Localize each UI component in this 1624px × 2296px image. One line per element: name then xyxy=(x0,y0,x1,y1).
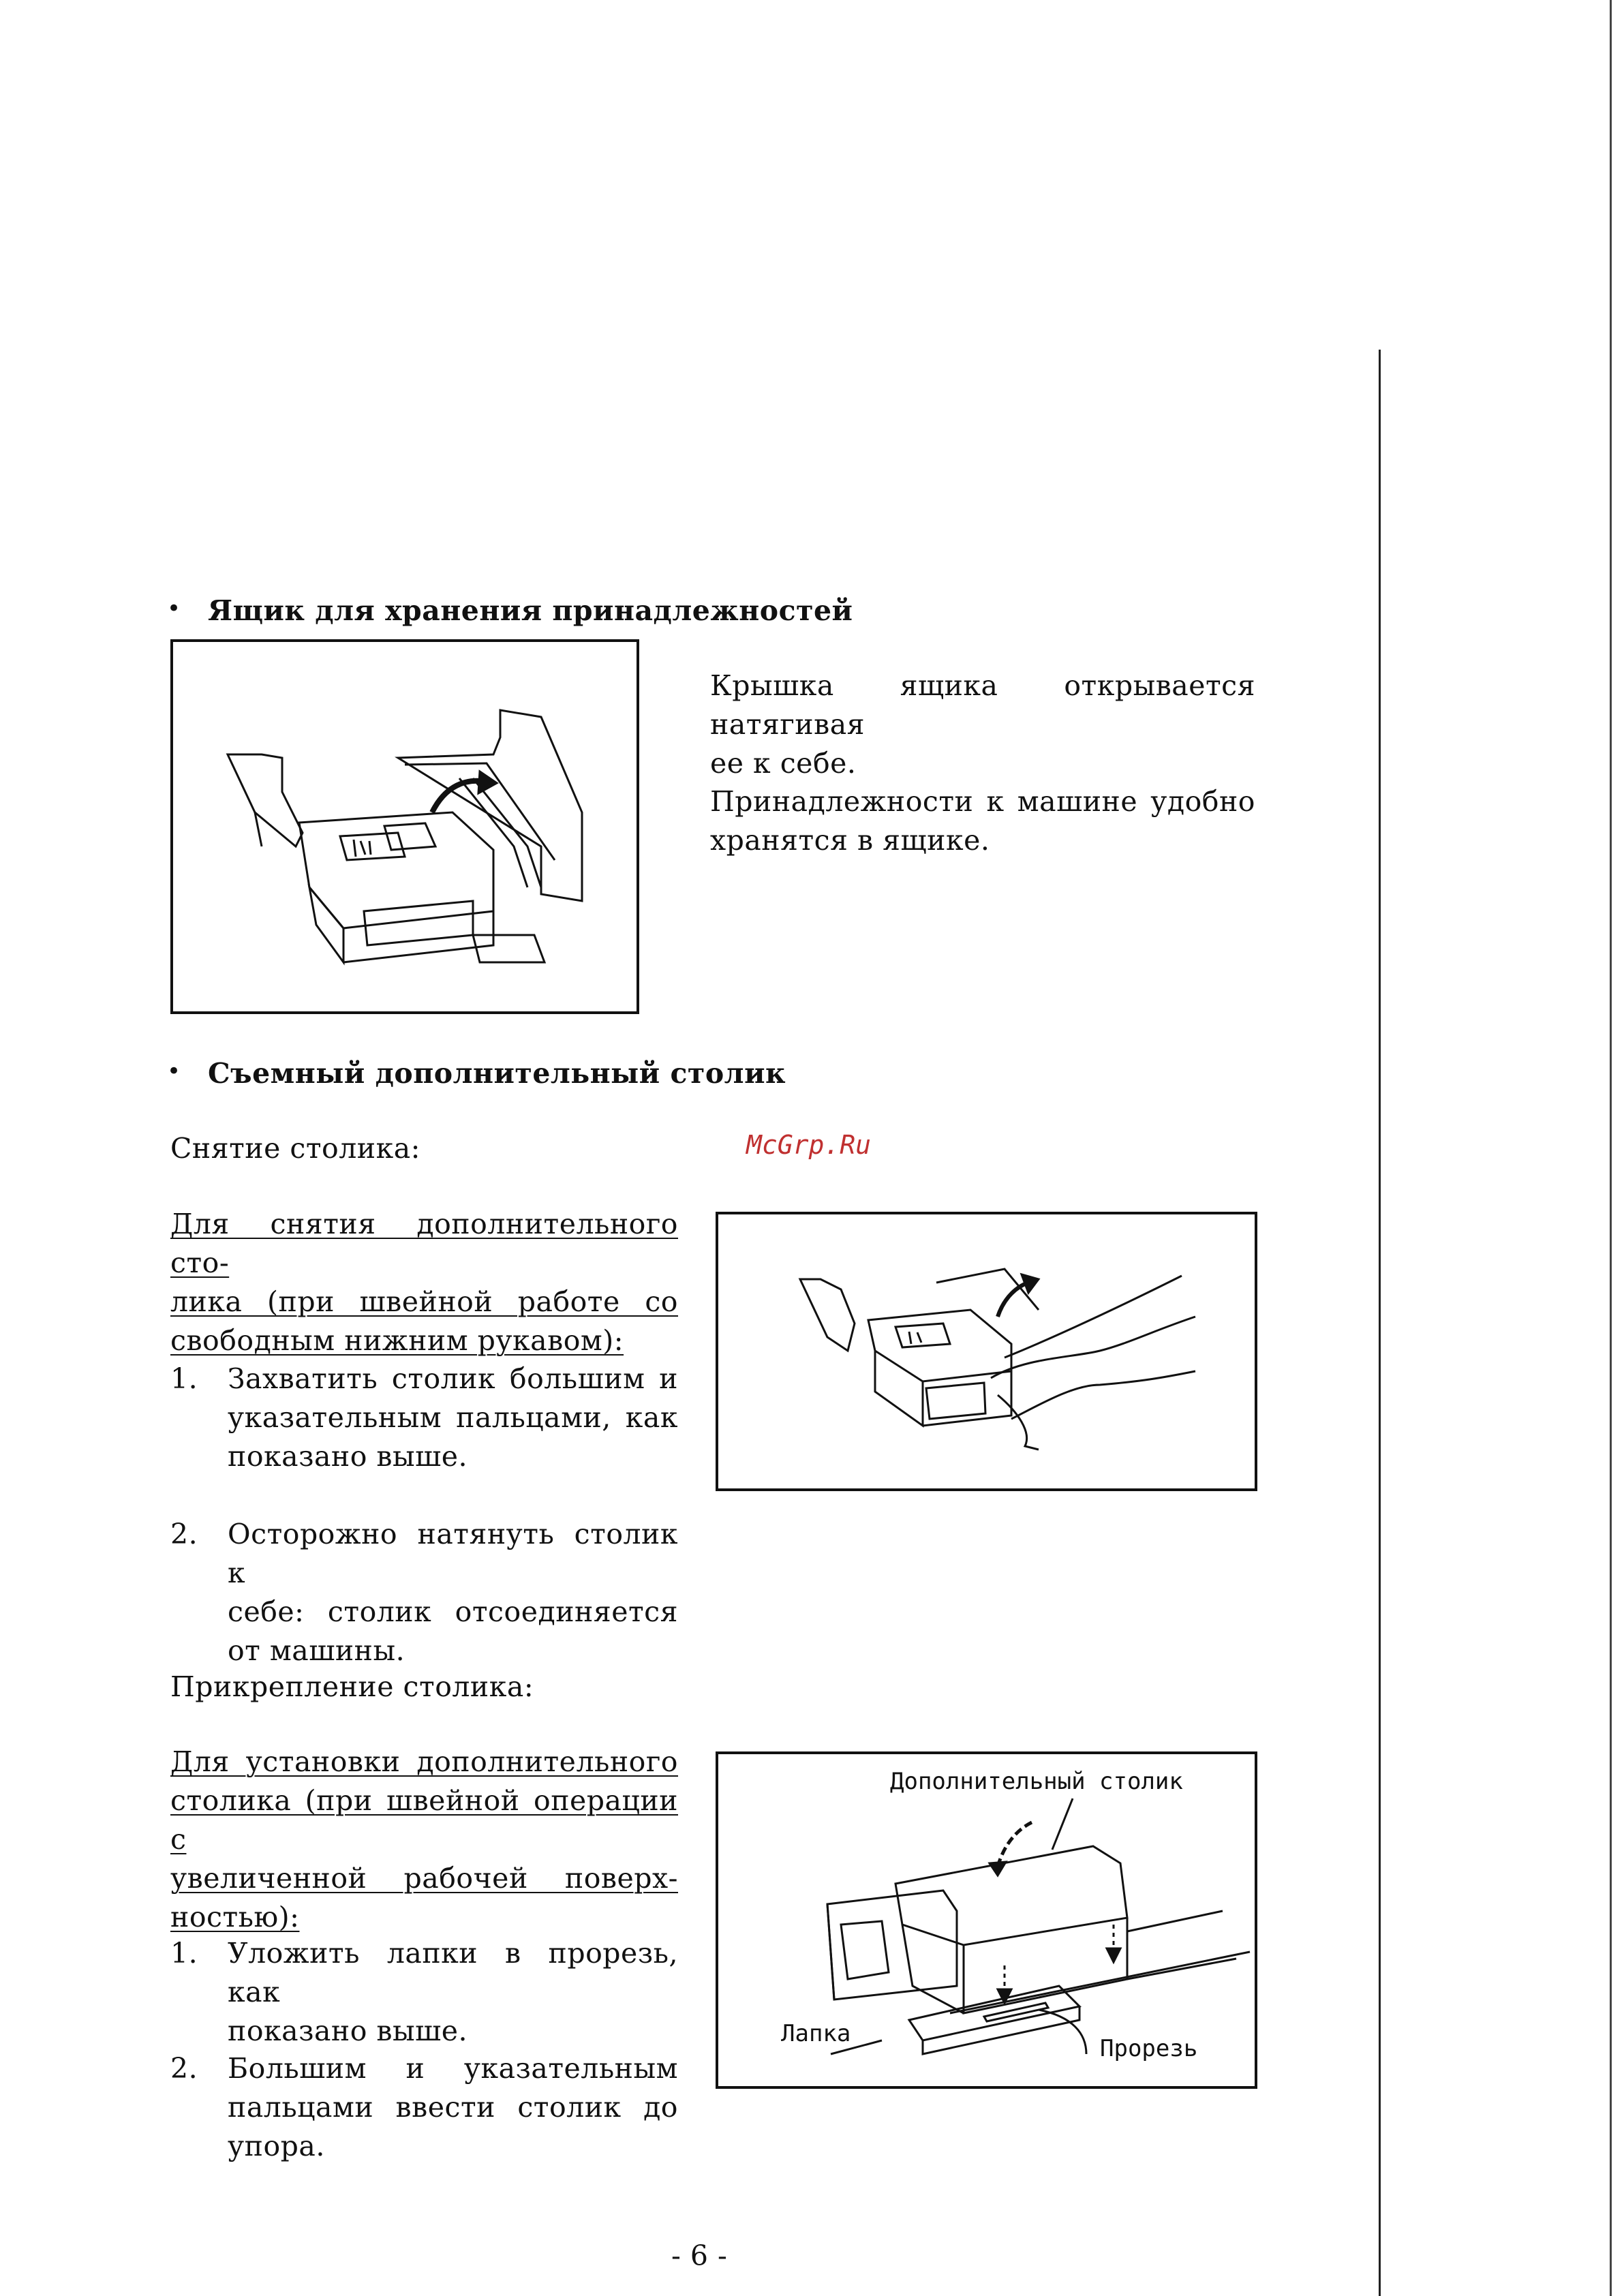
attach-step-1: 1. Уложить лапки в прорезь, как показано выше. xyxy=(170,1934,678,2051)
figure-table-removal xyxy=(716,1212,1257,1491)
storage-paragraph-2: Принадлежности к машине удобно хранятся в ящике. xyxy=(710,785,1255,857)
figure-storage-box xyxy=(170,639,639,1014)
storage-paragraph-1: Крышка ящика открывается натягивая ее к себе. xyxy=(710,669,1255,780)
bullet: • xyxy=(167,1058,181,1085)
removal-step-1: 1. Захватить столик большим и указательным пальцами, как показано выше. xyxy=(170,1360,678,1476)
removal-intro: Для снятия дополнительного сто- лика (при швейной работе со свободным нижним рукавом): xyxy=(170,1208,678,1357)
watermark: McGrp.Ru xyxy=(746,1130,872,1160)
bullet: • xyxy=(167,595,181,622)
removal-title: Снятие столика: xyxy=(170,1132,420,1165)
step-number: 2. xyxy=(170,2052,198,2085)
step-number: 2. xyxy=(170,1518,198,1550)
section-heading-storage: Ящик для хранения принадлежностей xyxy=(208,594,853,627)
attach-step-2: 2. Большим и указательным пальцами ввести столик до упора. xyxy=(170,2049,678,2166)
table-removal-drawing xyxy=(718,1214,1260,1494)
page-number: - 6 - xyxy=(671,2239,728,2272)
removal-step-2: 2. Осторожно натянуть столик к себе: столик отсоединяется от машины. xyxy=(170,1515,678,1670)
label-slot: Прорезь xyxy=(1100,2035,1198,2062)
page-edge-rule xyxy=(1610,0,1612,2296)
step-number: 1. xyxy=(170,1937,198,1970)
attach-title: Прикрепление столика: xyxy=(170,1670,534,1703)
attach-intro: Для установки дополнительного столика (при швейной операции с увеличенной рабочей поверх- ностью): xyxy=(170,1745,678,1933)
step-number: 1. xyxy=(170,1362,198,1395)
label-foot: Лапка xyxy=(781,2020,851,2047)
figure-table-attach xyxy=(716,1751,1257,2089)
right-margin-rule xyxy=(1379,350,1381,2296)
storage-box-drawing xyxy=(173,642,642,1017)
label-extra-table: Дополнительный столик xyxy=(890,1768,1183,1795)
section-heading-table: Съемный дополнительный столик xyxy=(208,1057,786,1090)
